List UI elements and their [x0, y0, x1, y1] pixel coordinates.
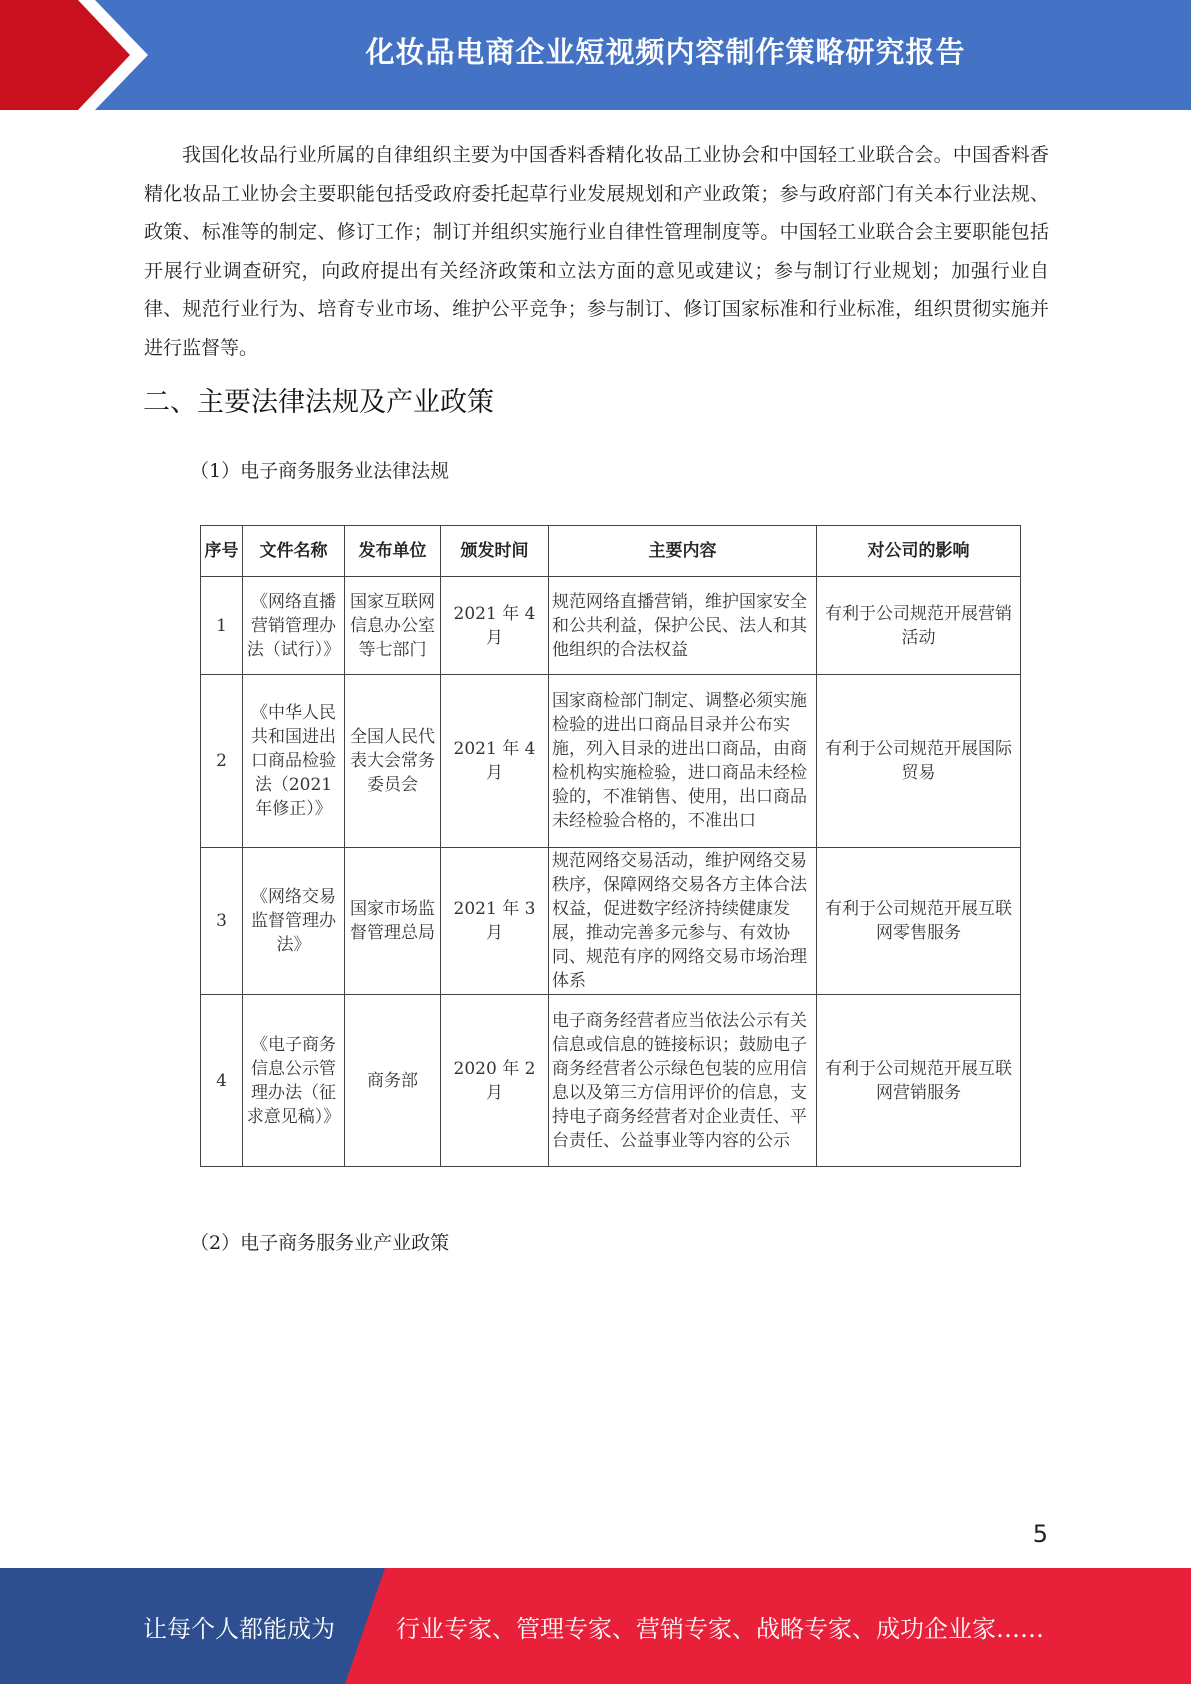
cell-document: 《中华人民共和国进出口商品检验法（2021 年修正）》: [243, 675, 345, 848]
cell-issuer: 国家互联网信息办公室等七部门: [345, 577, 441, 675]
table-row: [201, 995, 1021, 1167]
sub-heading-policies: （2）电子商务服务业产业政策: [190, 1232, 450, 1254]
header-cell-document: 文件名称: [243, 526, 345, 577]
footer-slogan-right: 行业专家、管理专家、营销专家、战略专家、成功企业家……: [396, 1614, 1044, 1643]
cell-date: 2021 年 4 月: [441, 675, 549, 848]
cell-index: 4: [201, 995, 243, 1167]
report-title: 化妆品电商企业短视频内容制作策略研究报告: [365, 34, 966, 69]
cell-impact: 有利于公司规范开展互联网零售服务: [817, 848, 1021, 995]
cell-issuer: 全国人民代表大会常务委员会: [345, 675, 441, 848]
header-cell-impact: 对公司的影响: [817, 526, 1021, 577]
sub-heading-laws: （1）电子商务服务业法律法规: [190, 460, 450, 482]
cell-issuer: 商务部: [345, 995, 441, 1167]
page-header: [0, 0, 1191, 110]
cell-content: 国家商检部门制定、调整必须实施检验的进出口商品目录并公布实施，列入目录的进出口商品，由商检机构实施检验，进口商品未经检验的，不准销售、使用，出口商品未经检验合格的，不准出口: [549, 675, 817, 848]
table-row: [201, 848, 1021, 995]
cell-date: 2020 年 2 月: [441, 995, 549, 1167]
cell-date: 2021 年 4 月: [441, 577, 549, 675]
section-heading: 二、主要法律法规及产业政策: [143, 387, 494, 418]
cell-impact: 有利于公司规范开展国际贸易: [817, 675, 1021, 848]
cell-impact: 有利于公司规范开展互联网营销服务: [817, 995, 1021, 1167]
regulations-table: [200, 525, 1021, 1167]
page-footer: [0, 1568, 1191, 1684]
table-header-row: [201, 526, 1021, 577]
table-row: [201, 577, 1021, 675]
cell-index: 3: [201, 848, 243, 995]
cell-content: 规范网络直播营销，维护国家安全和公共利益，保护公民、法人和其他组织的合法权益: [549, 577, 817, 675]
page-number: 5: [1032, 1520, 1048, 1548]
cell-document: 《网络交易监督管理办法》: [243, 848, 345, 995]
cell-index: 1: [201, 577, 243, 675]
cell-document: 《电子商务信息公示管理办法（征求意见稿）》: [243, 995, 345, 1167]
cell-issuer: 国家市场监督管理总局: [345, 848, 441, 995]
cell-date: 2021 年 3 月: [441, 848, 549, 995]
header-cell-date: 颁发时间: [441, 526, 549, 577]
intro-paragraph: 我国化妆品行业所属的自律组织主要为中国香料香精化妆品工业协会和中国轻工业联合会。中国香料香精化妆品工业协会主要职能包括受政府委托起草行业发展规划和产业政策；参与政府部门有关本行业法规、政策、标准等的制定、修订工作；制订并组织实施行业自律性管理制度等。中国轻工业联合会主要职能包括开展行业调查研究，向政府提出有关经济政策和立法方面的意见或建议；参与制订行业规划；加强行业自律、规范行业行为、培育专业市场、维护公平竞争；参与制订、修订国家标准和行业标准，组织贯彻实施并进行监督等。: [144, 144, 1049, 359]
cell-index: 2: [201, 675, 243, 848]
footer-slogan-left: 让每个人都能成为: [143, 1614, 335, 1643]
header-arrow-decoration: [0, 0, 150, 110]
header-cell-issuer: 发布单位: [345, 526, 441, 577]
header-cell-index: 序号: [201, 526, 243, 577]
cell-content: 规范网络交易活动，维护网络交易秩序，保障网络交易各方主体合法权益，促进数字经济持续健康发展，推动完善多元参与、有效协同、规范有序的网络交易市场治理体系: [549, 848, 817, 995]
table-row: [201, 675, 1021, 848]
cell-document: 《网络直播营销管理办法（试行）》: [243, 577, 345, 675]
cell-content: 电子商务经营者应当依法公示有关信息或信息的链接标识；鼓励电子商务经营者公示绿色包装的应用信息以及第三方信用评价的信息，支持电子商务经营者对企业责任、平台责任、公益事业等内容的公示: [549, 995, 817, 1167]
header-cell-content: 主要内容: [549, 526, 817, 577]
cell-impact: 有利于公司规范开展营销活动: [817, 577, 1021, 675]
